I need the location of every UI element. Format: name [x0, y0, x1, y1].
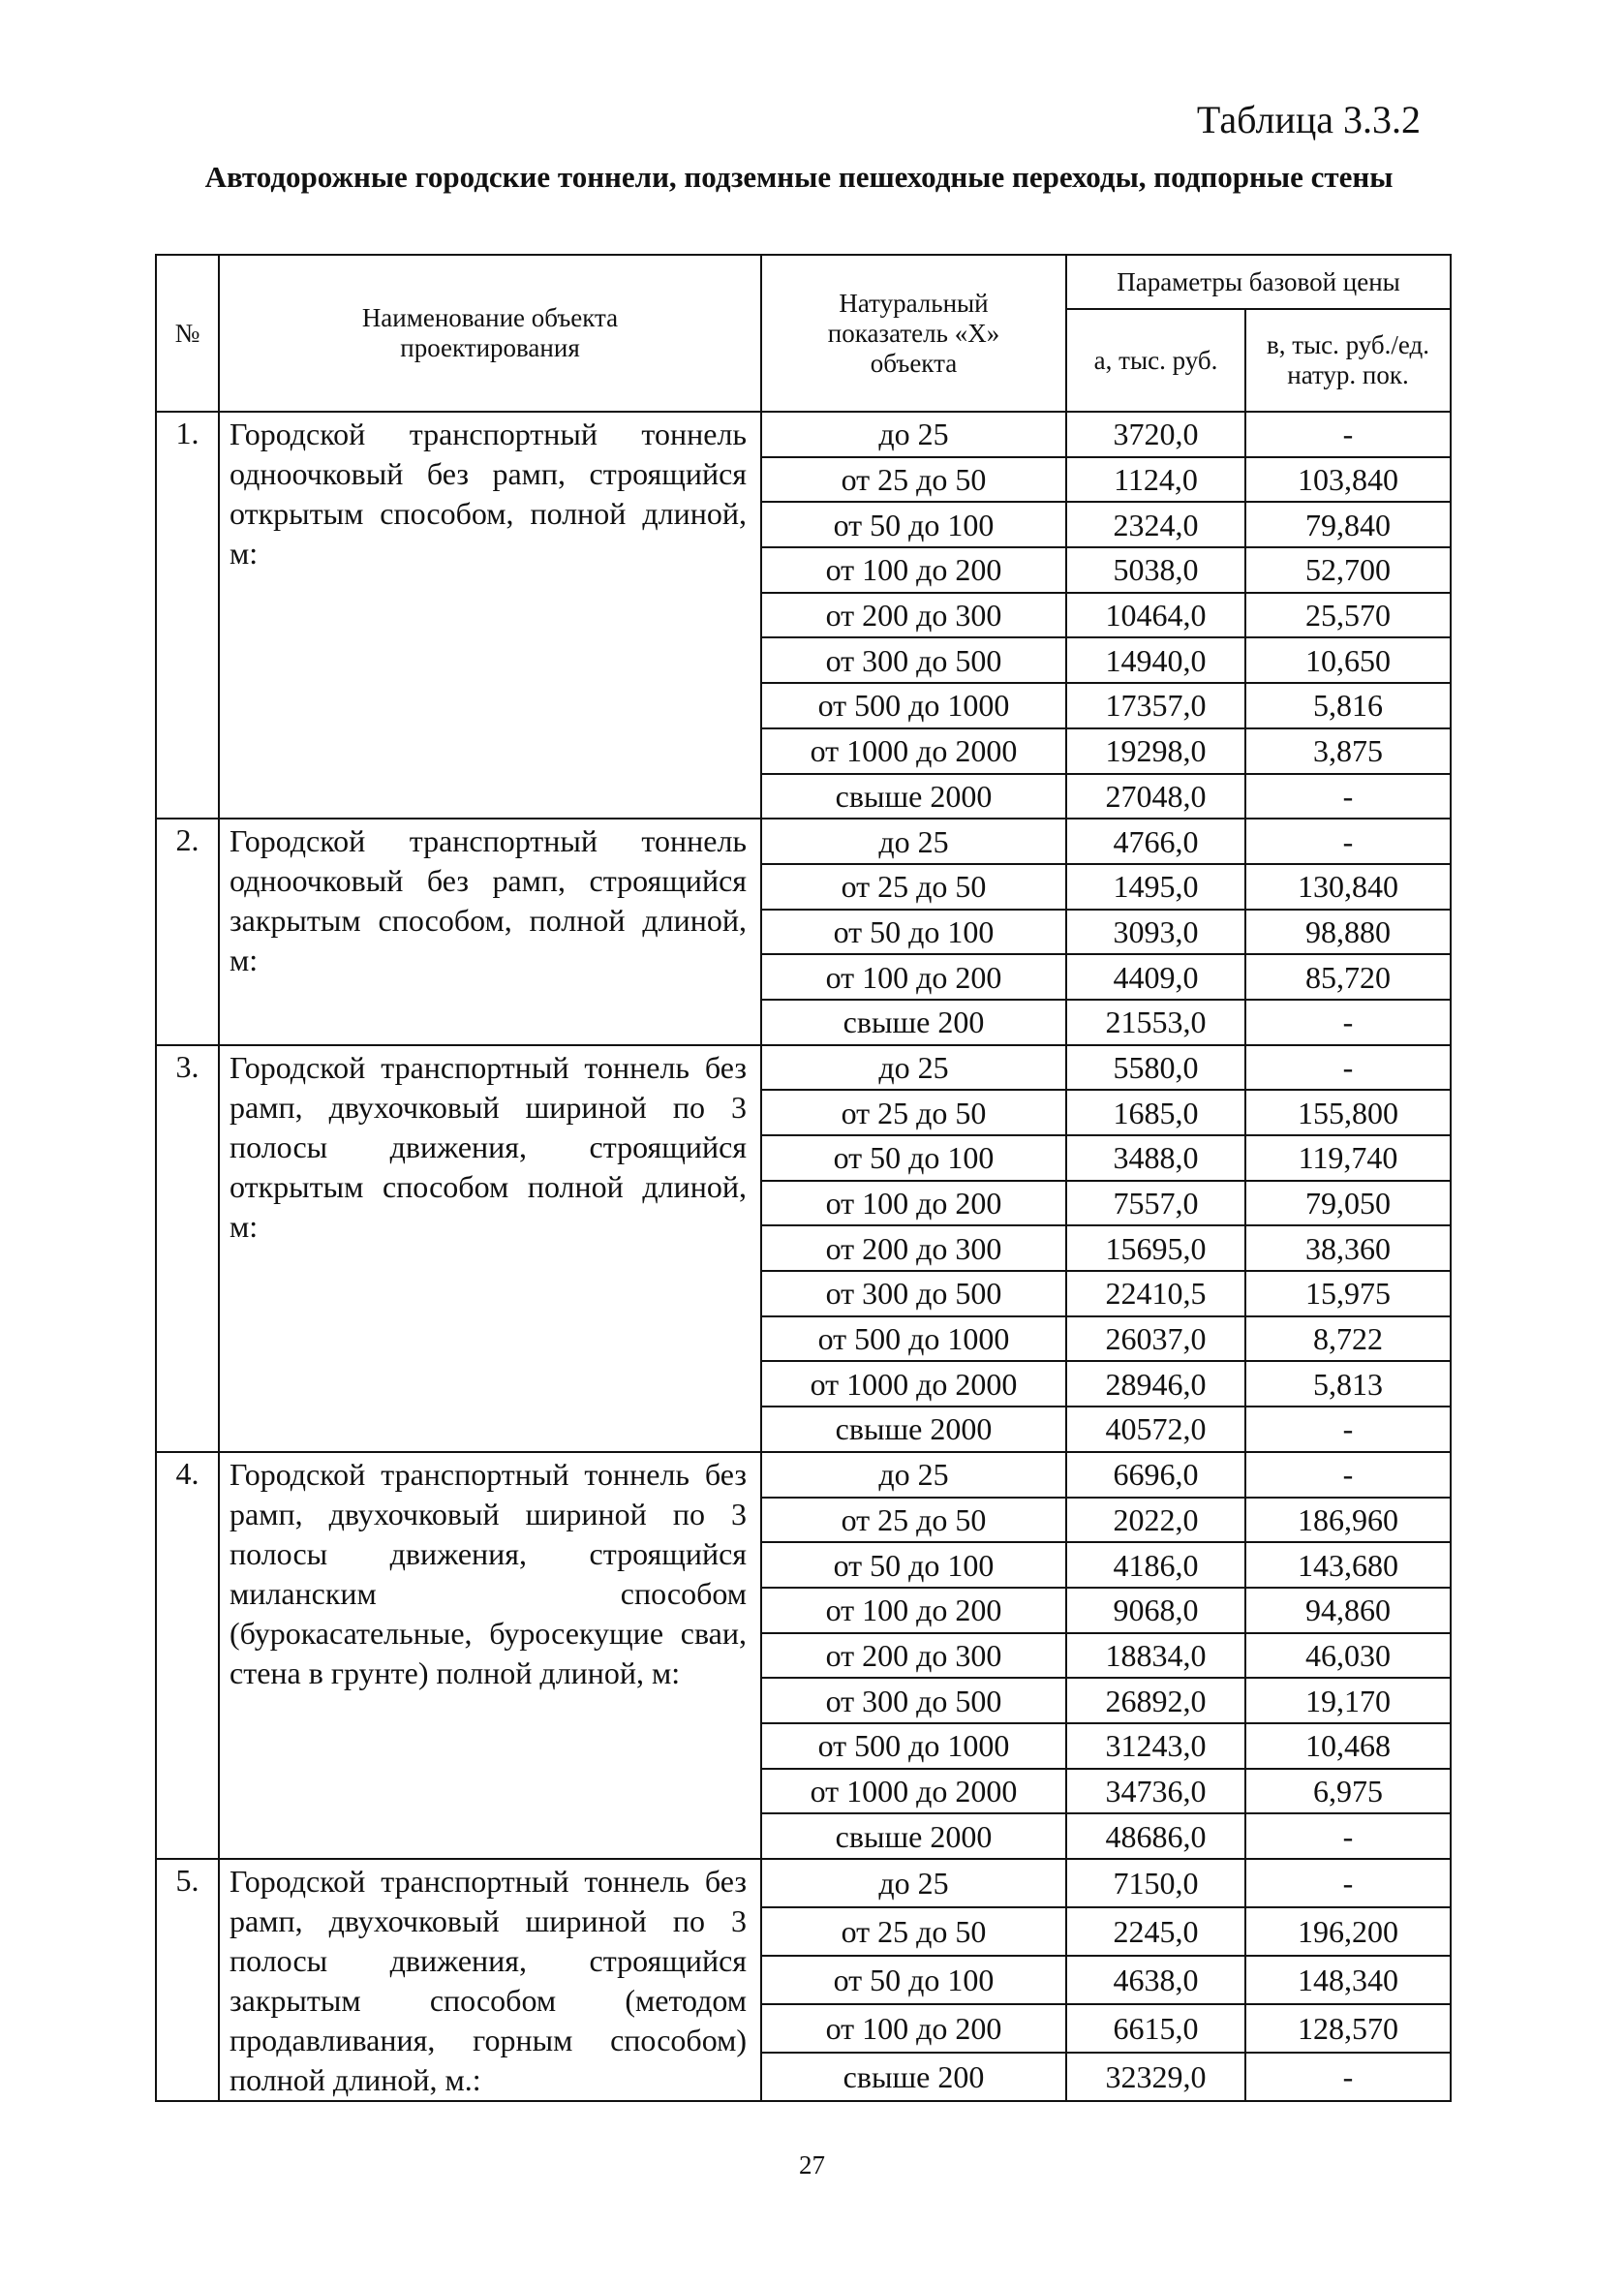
indicator-range: от 25 до 50 [761, 457, 1066, 503]
param-b-value: 186,960 [1245, 1498, 1451, 1543]
table-row [156, 819, 1451, 864]
param-b-value: 25,570 [1245, 593, 1451, 638]
param-a-value: 48686,0 [1066, 1813, 1245, 1859]
indicator-range: от 500 до 1000 [761, 1316, 1066, 1362]
param-b-value: 5,816 [1245, 683, 1451, 728]
param-b-value: 130,840 [1245, 864, 1451, 910]
row-number: 5. [156, 1859, 219, 2101]
param-a-value: 2324,0 [1066, 502, 1245, 547]
header-indicator: Натуральный показатель «Х» объекта [761, 255, 1066, 412]
param-a-value: 27048,0 [1066, 774, 1245, 819]
indicator-range: от 25 до 50 [761, 1907, 1066, 1956]
param-a-value: 9068,0 [1066, 1588, 1245, 1633]
param-b-value: 15,975 [1245, 1271, 1451, 1316]
param-b-value: 128,570 [1245, 2004, 1451, 2053]
table-body [156, 412, 1451, 2101]
param-b-value: 79,840 [1245, 502, 1451, 547]
param-b-value: 143,680 [1245, 1542, 1451, 1588]
header-number: № [156, 255, 219, 412]
param-a-value: 17357,0 [1066, 683, 1245, 728]
row-number: 1. [156, 412, 219, 819]
param-b-value: 94,860 [1245, 1588, 1451, 1633]
param-a-value: 1124,0 [1066, 457, 1245, 503]
indicator-range: от 1000 до 2000 [761, 1769, 1066, 1814]
param-a-value: 14940,0 [1066, 637, 1245, 683]
indicator-range: свыше 200 [761, 1000, 1066, 1045]
param-a-value: 4409,0 [1066, 954, 1245, 1000]
indicator-range: от 50 до 100 [761, 502, 1066, 547]
object-name: Городской транспортный тоннель одноочковый без рамп, строящийся закрытым способом, полной длиной, м: [219, 819, 761, 1044]
param-a-value: 4766,0 [1066, 819, 1245, 864]
header-param-a: а, тыс. руб. [1066, 309, 1245, 412]
param-a-value: 5580,0 [1066, 1045, 1245, 1091]
param-b-value: 38,360 [1245, 1225, 1451, 1271]
param-a-value: 10464,0 [1066, 593, 1245, 638]
param-b-value: - [1245, 1859, 1451, 1907]
param-b-value: - [1245, 1000, 1451, 1045]
object-name: Городской транспортный тоннель без рамп, двухочковый шириной по 3 полосы движения, строящийся открытым способом полной длиной, м: [219, 1045, 761, 1452]
param-b-value: - [1245, 1407, 1451, 1452]
param-a-value: 3720,0 [1066, 412, 1245, 457]
object-name: Городской транспортный тоннель без рамп, двухочковый шириной по 3 полосы движения, строящийся миланским способом (бурокасательные, буросекущие сваи, стена в грунте) полной длиной, м: [219, 1452, 761, 1859]
indicator-range: свыше 2000 [761, 1813, 1066, 1859]
param-a-value: 5038,0 [1066, 547, 1245, 593]
page-number: 27 [799, 2150, 825, 2180]
param-b-value: 10,650 [1245, 637, 1451, 683]
indicator-range: от 100 до 200 [761, 1181, 1066, 1226]
indicator-range: от 200 до 300 [761, 1225, 1066, 1271]
param-b-value: 155,800 [1245, 1090, 1451, 1135]
param-a-value: 2245,0 [1066, 1907, 1245, 1956]
indicator-range: от 200 до 300 [761, 1633, 1066, 1679]
indicator-range: от 100 до 200 [761, 547, 1066, 593]
object-name: Городской транспортный тоннель одноочковый без рамп, строящийся открытым способом, полной длиной, м: [219, 412, 761, 819]
param-b-value: 98,880 [1245, 910, 1451, 955]
param-a-value: 1685,0 [1066, 1090, 1245, 1135]
table-row [156, 1859, 1451, 1907]
param-a-value: 28946,0 [1066, 1361, 1245, 1407]
param-b-value: 46,030 [1245, 1633, 1451, 1679]
param-b-value: - [1245, 819, 1451, 864]
header-param-b: в, тыс. руб./ед. натур. пок. [1245, 309, 1451, 412]
param-b-value: 103,840 [1245, 457, 1451, 503]
indicator-range: свыше 200 [761, 2053, 1066, 2101]
param-b-value: 6,975 [1245, 1769, 1451, 1814]
indicator-range: от 25 до 50 [761, 864, 1066, 910]
param-b-value: 19,170 [1245, 1678, 1451, 1723]
indicator-range: от 50 до 100 [761, 1956, 1066, 2004]
indicator-range: от 100 до 200 [761, 2004, 1066, 2053]
indicator-range: от 200 до 300 [761, 593, 1066, 638]
row-number: 4. [156, 1452, 219, 1859]
header-object-name: Наименование объекта проектирования [219, 255, 761, 412]
indicator-range: от 500 до 1000 [761, 683, 1066, 728]
param-b-value: - [1245, 774, 1451, 819]
param-b-value: 79,050 [1245, 1181, 1451, 1226]
param-b-value: 8,722 [1245, 1316, 1451, 1362]
document-title: Автодорожные городские тоннели, подземные пешеходные переходы, подпорные стены [204, 160, 1394, 194]
param-a-value: 1495,0 [1066, 864, 1245, 910]
indicator-range: до 25 [761, 819, 1066, 864]
indicator-range: от 100 до 200 [761, 954, 1066, 1000]
indicator-range: до 25 [761, 1452, 1066, 1498]
indicator-range: от 1000 до 2000 [761, 728, 1066, 774]
param-a-value: 3488,0 [1066, 1135, 1245, 1181]
indicator-range: от 50 до 100 [761, 1135, 1066, 1181]
table-number: Таблица 3.3.2 [1196, 98, 1421, 141]
indicator-range: до 25 [761, 1045, 1066, 1091]
param-b-value: - [1245, 1813, 1451, 1859]
param-b-value: - [1245, 412, 1451, 457]
indicator-range: от 25 до 50 [761, 1498, 1066, 1543]
param-a-value: 18834,0 [1066, 1633, 1245, 1679]
param-a-value: 26892,0 [1066, 1678, 1245, 1723]
param-a-value: 6696,0 [1066, 1452, 1245, 1498]
param-a-value: 34736,0 [1066, 1769, 1245, 1814]
indicator-range: от 50 до 100 [761, 910, 1066, 955]
row-number: 2. [156, 819, 219, 1044]
param-b-value: 5,813 [1245, 1361, 1451, 1407]
param-b-value: 196,200 [1245, 1907, 1451, 1956]
indicator-range: от 300 до 500 [761, 1271, 1066, 1316]
param-a-value: 2022,0 [1066, 1498, 1245, 1543]
param-a-value: 3093,0 [1066, 910, 1245, 955]
header-base-price-params: Параметры базовой цены [1066, 255, 1451, 309]
param-b-value: 119,740 [1245, 1135, 1451, 1181]
indicator-range: от 100 до 200 [761, 1588, 1066, 1633]
indicator-range: от 50 до 100 [761, 1542, 1066, 1588]
param-a-value: 6615,0 [1066, 2004, 1245, 2053]
indicator-range: от 300 до 500 [761, 1678, 1066, 1723]
param-a-value: 40572,0 [1066, 1407, 1245, 1452]
param-a-value: 4186,0 [1066, 1542, 1245, 1588]
param-a-value: 7557,0 [1066, 1181, 1245, 1226]
param-a-value: 4638,0 [1066, 1956, 1245, 2004]
indicator-range: от 25 до 50 [761, 1090, 1066, 1135]
indicator-range: от 500 до 1000 [761, 1723, 1066, 1769]
param-a-value: 32329,0 [1066, 2053, 1245, 2101]
param-a-value: 31243,0 [1066, 1723, 1245, 1769]
param-b-value: - [1245, 1045, 1451, 1091]
indicator-range: до 25 [761, 1859, 1066, 1907]
indicator-range: до 25 [761, 412, 1066, 457]
indicator-range: свыше 2000 [761, 774, 1066, 819]
param-b-value: 52,700 [1245, 547, 1451, 593]
table-row [156, 1045, 1451, 1091]
param-b-value: - [1245, 1452, 1451, 1498]
table-row [156, 412, 1451, 457]
param-a-value: 7150,0 [1066, 1859, 1245, 1907]
param-b-value: 10,468 [1245, 1723, 1451, 1769]
param-b-value: 148,340 [1245, 1956, 1451, 2004]
param-a-value: 21553,0 [1066, 1000, 1245, 1045]
indicator-range: свыше 2000 [761, 1407, 1066, 1452]
param-a-value: 26037,0 [1066, 1316, 1245, 1362]
param-a-value: 22410,5 [1066, 1271, 1245, 1316]
param-a-value: 15695,0 [1066, 1225, 1245, 1271]
param-b-value: - [1245, 2053, 1451, 2101]
indicator-range: от 1000 до 2000 [761, 1361, 1066, 1407]
object-name: Городской транспортный тоннель без рамп, двухочковый шириной по 3 полосы движения, строящийся закрытым способом (методом продавливания, горным способом) полной длиной, м.: [219, 1859, 761, 2101]
param-b-value: 85,720 [1245, 954, 1451, 1000]
param-a-value: 19298,0 [1066, 728, 1245, 774]
row-number: 3. [156, 1045, 219, 1452]
indicator-range: от 300 до 500 [761, 637, 1066, 683]
price-table [155, 254, 1452, 2102]
table-row [156, 1452, 1451, 1498]
param-b-value: 3,875 [1245, 728, 1451, 774]
